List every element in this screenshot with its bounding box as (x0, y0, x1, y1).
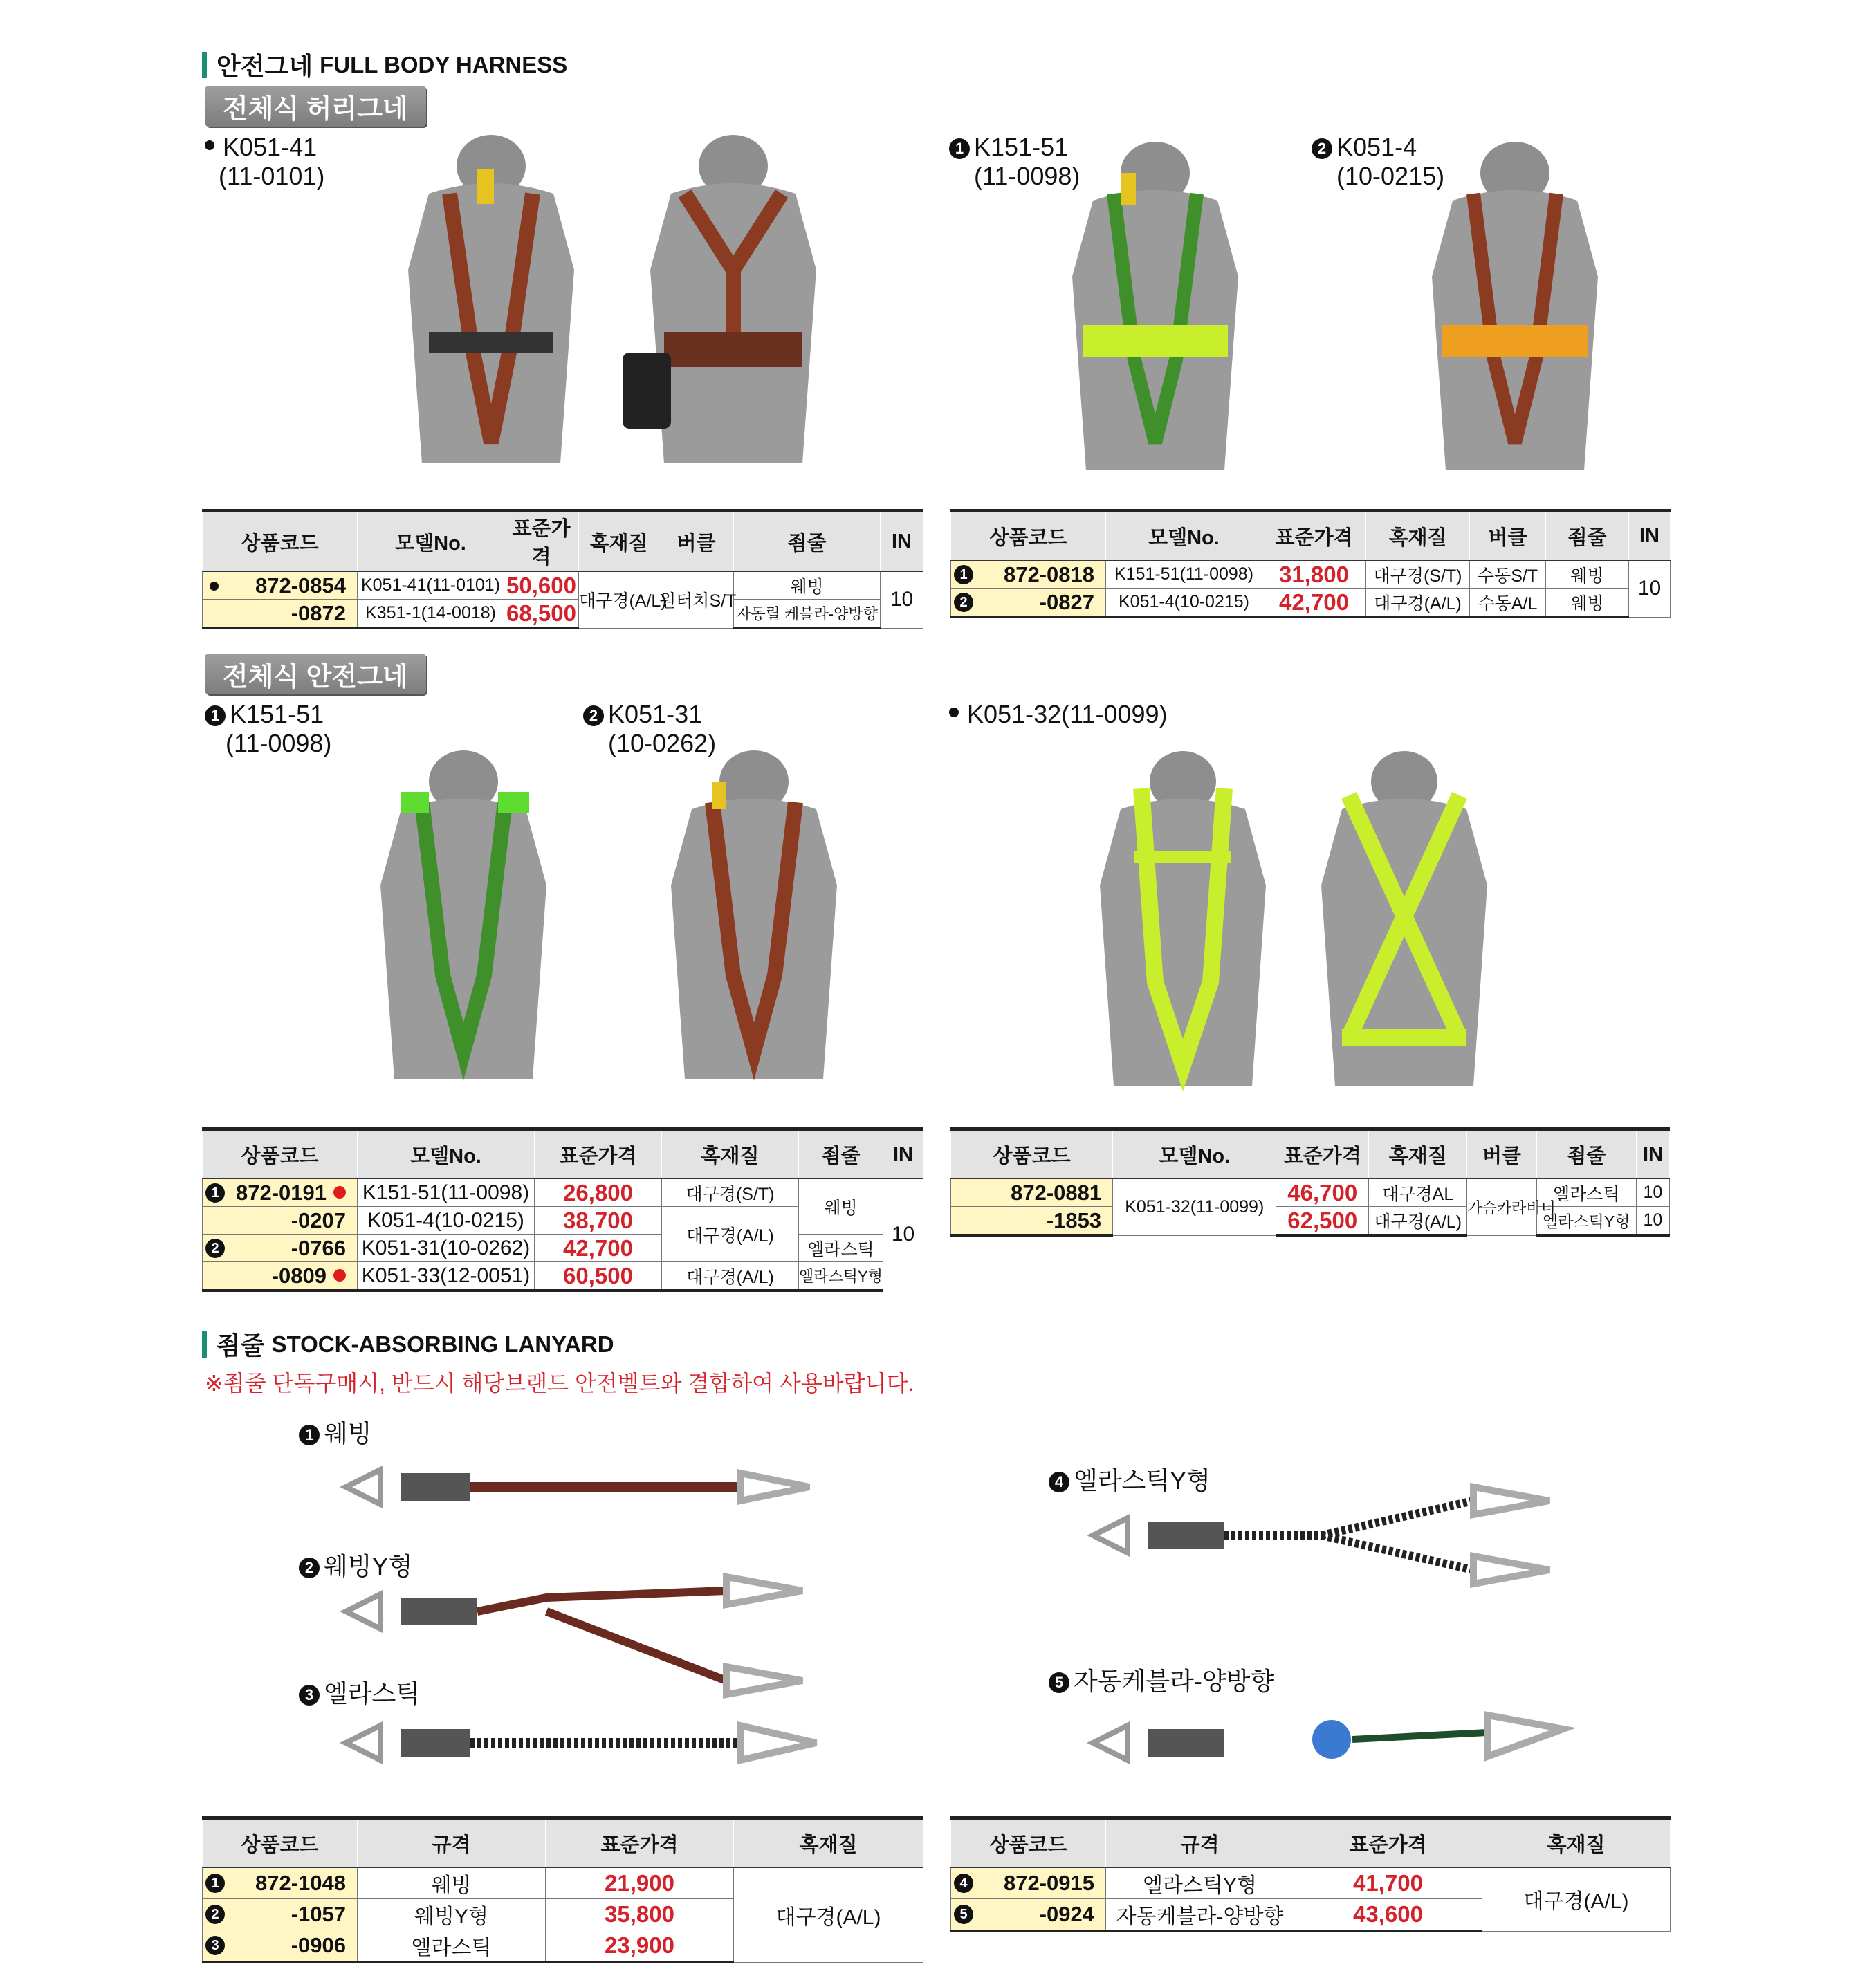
product-label-k151-51-full: 1 K151-51 (11-0098) (205, 700, 331, 758)
lanyard: 웨빙 (799, 1179, 883, 1235)
col-header-spec: 규격 (1106, 1818, 1294, 1868)
spec: 웨빙 (358, 1867, 546, 1899)
lanyard-label-2: 2 웨빙Y형 (299, 1552, 412, 1581)
col-header-price: 표준가격 (1294, 1818, 1482, 1868)
product-code: -0207 (203, 1207, 358, 1235)
lanyard-image-webbing (339, 1452, 823, 1522)
col-header-lanyard: 죔줄 (799, 1129, 883, 1179)
title-ko: 안전그네 (217, 52, 313, 80)
model-no: K351-1(14-0018) (358, 600, 504, 629)
model-no: K051-4(10-0215) (358, 1207, 535, 1235)
product-code: 2 -0766 (203, 1235, 358, 1262)
table-waist-k051-41 (202, 509, 923, 629)
lanyard-image-kevlar (1086, 1688, 1570, 1784)
price: 60,500 (535, 1262, 662, 1291)
col-header-model: 모델No. (1113, 1129, 1276, 1179)
price: 35,800 (546, 1899, 734, 1930)
table-row (203, 1262, 923, 1291)
new-badge-icon (333, 1186, 346, 1199)
material: 대구경(S/T) (662, 1179, 799, 1207)
col-header-code: 상품코드 (203, 1818, 358, 1868)
material: 대구경(A/L) (579, 571, 659, 628)
buckle: 수동A/L (1470, 589, 1546, 618)
product-label-k151-51: 1 K151-51 (11-0098) (949, 133, 1080, 191)
col-header-material: 혹재질 (1369, 1129, 1467, 1179)
model-no: K051-41(11-0101) (358, 571, 504, 600)
spec: 웨빙Y형 (358, 1899, 546, 1930)
col-header-price: 표준가격 (1262, 511, 1366, 561)
harness-image-k051-32 (1079, 747, 1522, 1100)
product-label-k051-32: K051-32(11-0099) (949, 700, 1168, 729)
accent-bar (202, 1331, 207, 1358)
lanyard: 엘라스틱Y형 (1536, 1207, 1636, 1236)
price: 23,900 (546, 1930, 734, 1963)
product-code: 1 872-1048 (203, 1867, 358, 1899)
mannequin-green (1072, 142, 1238, 470)
section-title-harness (202, 47, 567, 82)
table-full-k151-51 (202, 1127, 923, 1292)
material: 대구경(A/L) (1482, 1867, 1671, 1931)
table-row (203, 1867, 923, 1899)
mannequin-brown-full (671, 750, 837, 1079)
buckle: 수동S/T (1470, 560, 1546, 589)
table-row (203, 1235, 923, 1262)
col-header-code: 상품코드 (203, 1129, 358, 1179)
product-code: 1 872-0818 (951, 560, 1106, 589)
mannequin-front (408, 135, 574, 463)
mannequin-orange (1432, 142, 1598, 470)
price: 42,700 (535, 1235, 662, 1262)
table-row (203, 600, 923, 629)
lanyard-label-4: 4 엘라스틱Y형 (1049, 1466, 1211, 1495)
mannequin-lime-back (1321, 751, 1487, 1086)
table-row (951, 1179, 1670, 1207)
new-badge-icon (333, 1269, 346, 1282)
col-header-inner: IN (881, 511, 923, 572)
material: 대구경(A/L) (662, 1262, 799, 1291)
lanyard-image-elastic-y (1086, 1473, 1570, 1591)
model-no: K051-33(12-0051) (358, 1262, 535, 1291)
mannequin-green-full (380, 750, 546, 1079)
product-code: -0872 (203, 600, 358, 629)
product-code: 2 -1057 (203, 1899, 358, 1930)
col-header-price: 표준가격 (504, 511, 579, 572)
price: 38,700 (535, 1207, 662, 1235)
col-header-code: 상품코드 (203, 511, 358, 572)
product-code: 872-0881 (951, 1179, 1113, 1207)
price: 68,500 (504, 600, 579, 629)
col-header-buckle: 버클 (1467, 1129, 1536, 1179)
buckle: 원터치S/T (659, 571, 734, 628)
col-header-price: 표준가격 (1276, 1129, 1369, 1179)
inner-qty: 10 (881, 571, 923, 628)
accent-bar (202, 52, 207, 78)
col-header-price: 표준가격 (546, 1818, 734, 1868)
lanyard-image-webbing-y (339, 1570, 823, 1701)
harness-image-full-1-2 (339, 747, 892, 1093)
lanyard: 엘라스틱 (799, 1235, 883, 1262)
table-row (951, 1207, 1670, 1236)
inner-qty: 10 (1636, 1207, 1669, 1236)
warning-notice: ※죔줄 단독구매시, 반드시 해당브랜드 안전벨트와 결합하여 사용바랍니다. (205, 1371, 914, 1396)
price: 31,800 (1262, 560, 1366, 589)
lanyard: 웨빙 (1546, 589, 1629, 618)
model-no: K051-31(10-0262) (358, 1235, 535, 1262)
col-header-code: 상품코드 (951, 1129, 1113, 1179)
col-header-material: 혹재질 (579, 511, 659, 572)
spec: 엘라스틱Y형 (1106, 1867, 1294, 1899)
col-header-inner: IN (1636, 1129, 1669, 1179)
col-header-model: 모델No. (358, 511, 504, 572)
product-code: 4 872-0915 (951, 1867, 1106, 1899)
col-header-inner: IN (1629, 511, 1671, 561)
model-no: K051-4(10-0215) (1106, 589, 1262, 618)
product-code: 2 -0827 (951, 589, 1106, 618)
product-label-k051-4: 2 K051-4 (10-0215) (1312, 133, 1444, 191)
table-row (203, 1179, 923, 1207)
mannequin-back (623, 135, 816, 463)
col-header-model: 모델No. (1106, 511, 1262, 561)
col-header-buckle: 버클 (659, 511, 734, 572)
table-waist-k151-51 (950, 509, 1671, 618)
product-code: 872-0854 (203, 571, 358, 600)
price: 26,800 (535, 1179, 662, 1207)
col-header-material: 혹재질 (1366, 511, 1470, 561)
price: 21,900 (546, 1867, 734, 1899)
material: 대구경(A/L) (1369, 1207, 1467, 1236)
col-header-lanyard: 죔줄 (1546, 511, 1629, 561)
model-no: K051-32(11-0099) (1113, 1179, 1276, 1235)
title-ko: 죔줄 (217, 1331, 265, 1360)
product-code: 1 872-0191 (203, 1179, 358, 1207)
col-header-lanyard: 죔줄 (734, 511, 881, 572)
inner-qty: 10 (883, 1179, 923, 1291)
col-header-price: 표준가격 (535, 1129, 662, 1179)
col-header-code: 상품코드 (951, 511, 1106, 561)
price: 62,500 (1276, 1207, 1369, 1236)
material: 대구경(A/L) (662, 1207, 799, 1262)
table-lanyard-1 (202, 1816, 923, 1963)
lanyard: 자동릴 케블라-양방향 (734, 600, 881, 629)
inner-qty: 10 (1629, 560, 1671, 617)
mannequin-lime-front (1100, 751, 1266, 1086)
col-header-lanyard: 죔줄 (1536, 1129, 1636, 1179)
lanyard: 웨빙 (1546, 560, 1629, 589)
title-en: FULL BODY HARNESS (320, 51, 568, 77)
price: 46,700 (1276, 1179, 1369, 1207)
col-header-material: 혹재질 (662, 1129, 799, 1179)
price: 50,600 (504, 571, 579, 600)
subsection-label-full: 전체식 안전그네 (205, 654, 426, 694)
harness-image-k051-41 (353, 131, 920, 477)
col-header-spec: 규격 (358, 1818, 546, 1868)
bullet-icon (210, 582, 219, 591)
col-header-material: 혹재질 (1482, 1818, 1671, 1868)
col-header-inner: IN (883, 1129, 923, 1179)
table-row (951, 560, 1671, 589)
spec: 자동케블라-양방향 (1106, 1899, 1294, 1932)
buckle: 가슴카라비너 (1467, 1179, 1536, 1235)
material: 대구경(S/T) (1366, 560, 1470, 589)
model-no: K151-51(11-0098) (1106, 560, 1262, 589)
lanyard-image-elastic (339, 1708, 823, 1777)
product-code: 3 -0906 (203, 1930, 358, 1963)
table-row (951, 1867, 1671, 1899)
col-header-material: 혹재질 (734, 1818, 923, 1868)
product-label-k051-41: K051-41 (11-0101) (205, 133, 324, 191)
product-code: -1853 (951, 1207, 1113, 1236)
subsection-label-waist: 전체식 허리그네 (205, 86, 426, 127)
lanyard-label-1: 1 웨빙 (299, 1419, 372, 1448)
col-header-buckle: 버클 (1470, 511, 1546, 561)
col-header-code: 상품코드 (951, 1818, 1106, 1868)
lanyard: 웨빙 (734, 571, 881, 600)
bullet-icon (949, 708, 959, 717)
col-header-model: 모델No. (358, 1129, 535, 1179)
material: 대구경(A/L) (1366, 589, 1470, 618)
material: 대구경(A/L) (734, 1867, 923, 1962)
lanyard-label-3: 3 엘라스틱 (299, 1679, 420, 1708)
table-lanyard-2 (950, 1816, 1671, 1932)
title-en: STOCK-ABSORBING LANYARD (271, 1331, 614, 1357)
price: 42,700 (1262, 589, 1366, 618)
price: 41,700 (1294, 1867, 1482, 1899)
product-code: 5 -0924 (951, 1899, 1106, 1932)
inner-qty: 10 (1636, 1179, 1669, 1207)
product-code: -0809 (203, 1262, 358, 1291)
table-row (203, 571, 923, 600)
product-label-k051-31: 2 K051-31 (10-0262) (583, 700, 716, 758)
table-row (951, 589, 1671, 618)
spec: 엘라스틱 (358, 1930, 546, 1963)
bullet-icon (205, 140, 214, 150)
section-title-lanyard (202, 1327, 614, 1362)
table-full-k051-32 (950, 1127, 1670, 1237)
harness-image-k151-51-k051-4 (1038, 138, 1660, 477)
lanyard: 엘라스틱Y형 (799, 1262, 883, 1291)
model-no: K151-51(11-0098) (358, 1179, 535, 1207)
lanyard-label-5: 5 자동케블라-양방향 (1049, 1667, 1274, 1696)
lanyard: 엘라스틱 (1536, 1179, 1636, 1207)
price: 43,600 (1294, 1899, 1482, 1932)
material: 대구경AL (1369, 1179, 1467, 1207)
